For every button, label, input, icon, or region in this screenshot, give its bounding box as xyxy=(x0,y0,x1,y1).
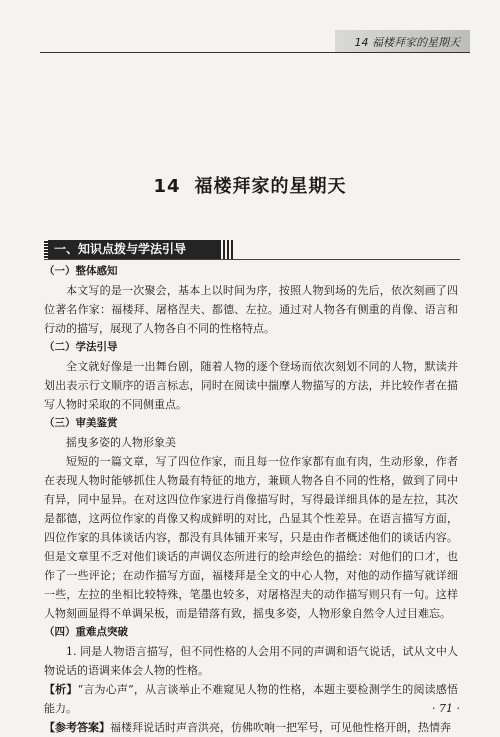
chapter-title-text: 福楼拜家的星期天 xyxy=(194,176,347,197)
paragraph: 短短的一篇文章，写了四位作家，而且每一位作家都有血有肉，生动形象，作者在表现人物时能够抓住人物最有特征的地方，兼顾人物各自不同的性格，做到了同中有异，同中显异。在对这四位作家进行肖像描写时，写得最详细具体的是左拉，其次是都德，这两位作家的肖像又构成鲜明的对比，凸显其个性差异。在语言描写方面，四位作家的具体谈话内容，都没有具体铺开来写，只是由作者概述他们的谈话内容。但是文章里不乏对他们谈话的声调仪态所进行的绘声绘色的描绘：对他们的口才，也作了一些评论；在动作描写方面，福楼拜是全文的中心人物，对他的动作描写就详细一些，左拉的坐相比较特殊，笔墨也较多，对屠格涅夫的动作描写则只有一句。这样人物刻画显得不单调呆板，而是错落有致，摇曳多姿，人物形象自然令人过目难忘。 xyxy=(44,455,458,620)
paragraph-subtitle: 摇曳多姿的人物形象美 xyxy=(66,436,176,449)
paragraph: 全文就好像是一出舞台剧，随着人物的逐个登场而依次刻划不同的人物，默读并划出表示行文顺序的语言标志，同时在阅读中揣摩人物描写的方法，并比较作者在描写人物时采取的不同侧重点。 xyxy=(44,360,458,411)
body-text xyxy=(44,262,458,737)
analysis-paragraph xyxy=(44,680,458,718)
answer-label: 【参考答案】 xyxy=(44,721,110,734)
analysis-label: 【析】 xyxy=(44,683,78,696)
running-header xyxy=(40,30,470,53)
paragraph: 本文写的是一次聚会，基本上以时间为序，按照人物到场的先后，依次刻画了四位著名作家：福楼拜、屠格涅夫、都德、左拉。通过对人物各有侧重的肖像、语言和行动的描写，展现了人物各自不同的性格特点。 xyxy=(44,284,458,335)
subsection-heading: （四）重难点突破 xyxy=(44,626,128,638)
running-title: 14 福楼拜家的星期天 xyxy=(354,36,460,49)
chapter-title xyxy=(0,172,500,198)
section-banner: 一、知识点拨与学法引导 xyxy=(44,240,219,259)
subsection-heading: （三）审美鉴赏 xyxy=(44,417,118,429)
paragraph: 1. 同是人物语言描写，但不同性格的人会用不同的声调和语气说话，试从文中人物说话的语调来体会人物的性格。 xyxy=(44,645,458,677)
subsection-heading: （二）学法引导 xyxy=(44,341,118,353)
analysis-text: “言为心声”，从言谈举止不难窥见人物的性格，本题主要检测学生的阅读感悟能力。 xyxy=(44,683,459,715)
subsection-heading: （一）整体感知 xyxy=(44,265,118,277)
answer-paragraph xyxy=(44,718,458,737)
banner-fade-decoration xyxy=(219,240,233,259)
answer-text: 福楼拜说话时声音洪亮，仿佛吹响一把军号，可见他性格开朗，热情奔 xyxy=(110,721,451,734)
page-number: · 71 · xyxy=(432,702,460,715)
banner-rule xyxy=(44,259,460,260)
chapter-number: 14 xyxy=(153,176,181,197)
